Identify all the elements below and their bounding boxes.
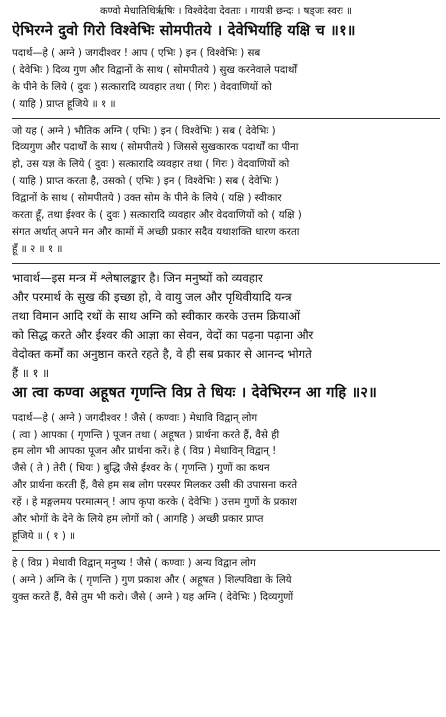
text-line: युक्त करते हैं, वैसे तुम भी करो। जैसे ( अग्ने ) यह अग्नि ( देवेभिः ) दिव्यगुणों	[12, 591, 294, 603]
padartha-4	[12, 556, 440, 607]
mantra-2: आ त्वा कण्वा अहूषत गृणन्ति विप्र ते धियः । देवेभिरग्न आ गहि ॥२॥	[12, 384, 378, 401]
text-line: जैसे ( ते ) तेरी ( धियः ) बुद्धि जैसे ईश्वर के ( गृणन्ति ) गुणों का कथन	[12, 463, 270, 475]
scripture-page	[0, 5, 446, 717]
text-line: हूजिये ॥ ( १ ) ॥	[12, 530, 76, 542]
section-divider	[12, 263, 440, 264]
text-line: जो यह ( अग्ने ) भौतिक अग्नि ( एभिः ) इन ( विश्वेभिः ) सब ( देवेभिः )	[12, 125, 276, 137]
text-line: ( त्वा ) आपका ( गृणन्ति ) पूजन तथा ( अहूषत ) प्रार्थना करते हैं, वैसे ही	[12, 429, 280, 441]
text-line: ( याहि ) प्राप्त हूजिये ॥ १ ॥	[12, 98, 116, 110]
text-line: पदार्थ—हे ( अग्ने ) जगदीश्वर ! आप ( एभिः ) इन ( विश्वेभिः ) सब	[12, 48, 261, 59]
text-line: और परमार्थ के सुख की इच्छा हो, वे वायु जल और पृथिवीयादि यन्त्र	[12, 289, 292, 304]
text-line: के पीने के लिये ( दुवः ) सत्कारादि व्यवहार तथा ( गिरः ) वेदवाणियों को	[12, 81, 272, 93]
text-line: दिव्यगुण और पदार्थों के साथ ( सोमपीतये ) जिससे सुखकारक पदार्थों का पीना	[12, 142, 299, 154]
text-line: तथा विमान आदि रथों के साथ अग्नि को स्वीकार करके उत्तम क्रियाओं	[12, 308, 301, 323]
mantra-1: ऐभिरग्ने दुवो गिरो विश्वेभिः सोमपीतये । देवेभिर्याहि यक्षि च ॥१॥	[12, 23, 356, 39]
text-line: विद्वानों के साथ ( सोमपीतये ) उक्त सोम के पीने के लिये ( यक्षि ) स्वीकार	[12, 193, 282, 205]
text-line: ( याहि ) प्राप्त करता है, उसको ( एभिः ) इन ( विश्वेभिः ) सब ( देवेभिः )	[12, 176, 279, 188]
text-line: करता हूँ, तथा ईश्वर के ( दुवः ) सत्कारादि व्यवहार और वेदवाणियों को ( यक्षि )	[12, 210, 302, 222]
text-line: हूँ ॥ २ ॥ १ ॥	[12, 243, 63, 255]
text-line: हो, उस यज्ञ के लिये ( दुवः ) सत्कारादि व्यवहार तथा ( गिरः ) वेदवाणियों को	[12, 159, 290, 171]
rishi-devata-header: कण्वो मेधातिथिर्ऋषिः । विश्वेदेवा देवताः । गायत्री छन्दः । षड्जः स्वरः ॥	[99, 6, 353, 17]
bhavartha	[12, 269, 440, 383]
padartha-1	[12, 46, 440, 114]
section-divider	[12, 550, 440, 551]
text-line: ( देवेभिः ) दिव्य गुण और विद्वानों के साथ ( सोमपीतये ) सुख करनेवाले पदार्थों	[12, 64, 298, 76]
text-line: संगत अर्थात् अपने मन और कामों में अच्छी प्रकार सदैव यथाशक्ति धारण करता	[12, 226, 300, 238]
text-line: वेदोक्त कर्मों का अनुष्ठान करते रहते है, वे ही सब प्रकार से आनन्द भोगते	[12, 346, 312, 361]
text-line: हे ( विप्र ) मेधावी विद्वान् मनुष्य ! जैसे ( कण्वाः ) अन्य विद्वान लोग	[12, 557, 256, 569]
text-line: रहें । हे मङ्गलमय परमात्मन् ! आप कृपा करके ( देवेभिः ) उत्तम गुणों के प्रकाश	[12, 497, 297, 509]
section-divider	[12, 118, 440, 119]
text-line: भावार्थ—इस मन्त्र में श्लेषालङ्कार है। जिन मनुष्यों को व्यवहार	[12, 270, 263, 285]
text-line: पदार्थ—हे ( अग्ने ) जगदीश्वर ! जैसे ( कण्वाः ) मेधावि विद्वान् लोग	[12, 412, 258, 424]
padartha-3	[12, 411, 440, 546]
text-line: को सिद्ध करते और ईश्वर की आज्ञा का सेवन, वेदों का पढ़ना पढ़ाना और	[12, 327, 314, 342]
text-line: हम लोग भी आपका पूजन और प्रार्थना करें। हे ( विप्र ) मेधाविन् विद्वान् !	[12, 446, 277, 458]
text-line: और प्रार्थना करती हैं, वैसे हम सब लोग परस्पर मिलकर उसी की उपासना करते	[12, 480, 298, 492]
text-line: हैं ॥ १ ॥	[12, 365, 50, 380]
text-line: ( अग्ने ) अग्नि के ( गृणन्ति ) गुण प्रकाश और ( अहूषत ) शिल्पविद्या के लिये	[12, 574, 292, 586]
text-line: और भोगों के देने के लिये हम लोगों को ( आगहि ) अच्छी प्रकार प्राप्त	[12, 514, 264, 526]
padartha-2	[12, 124, 440, 259]
